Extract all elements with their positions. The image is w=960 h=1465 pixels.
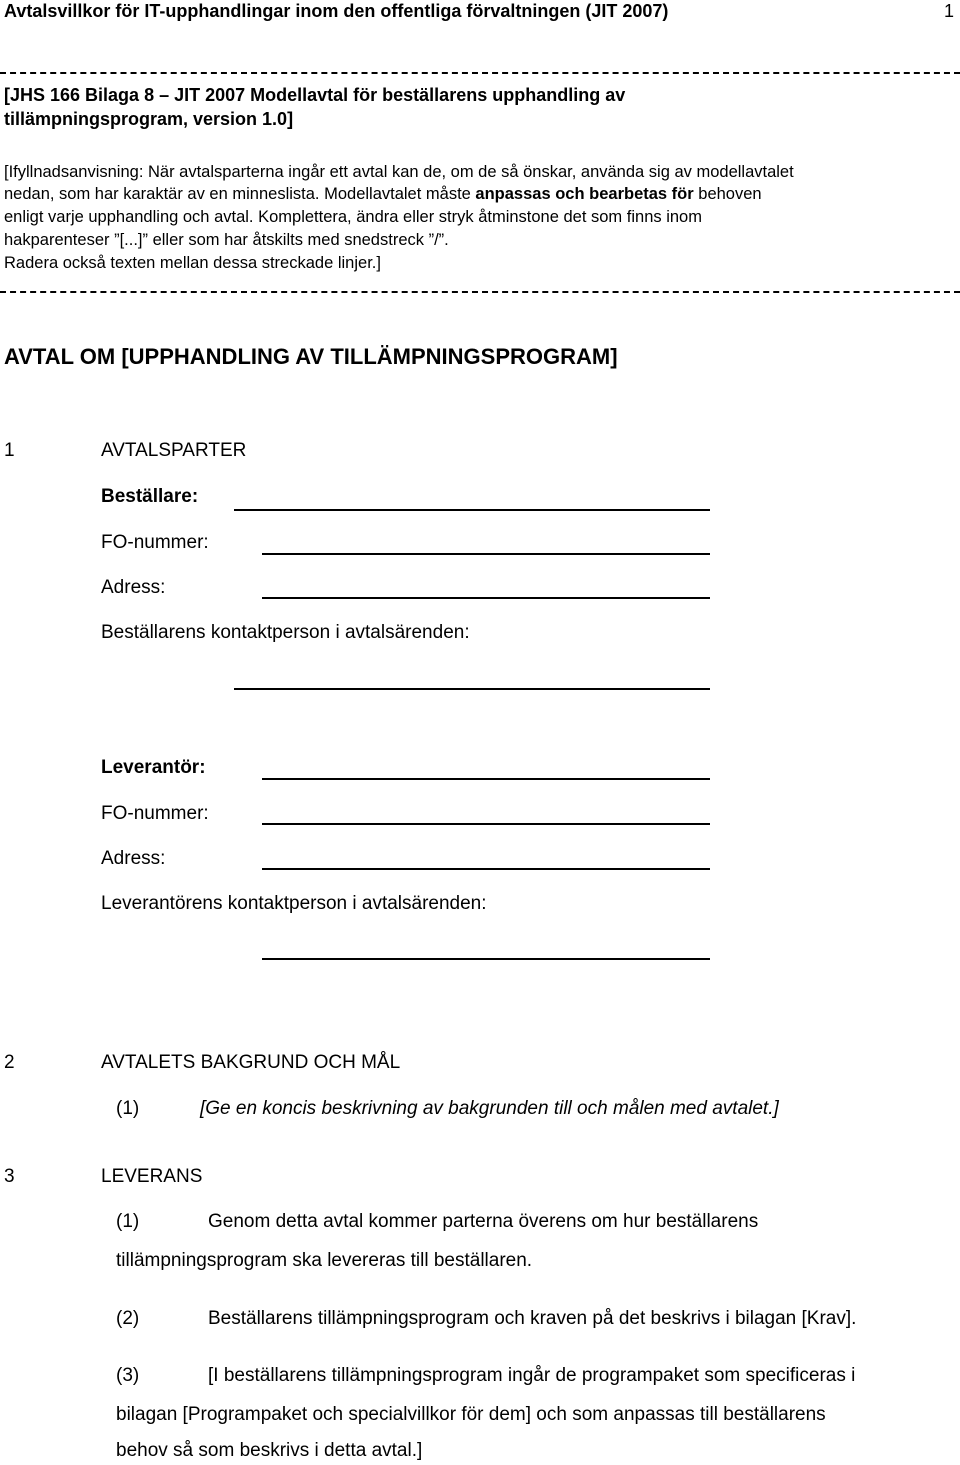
buyer-contact-field-line	[234, 688, 710, 690]
section3-paragraph2-text: Beställarens tillämpningsprogram och kraven på det beskrivs i bilagan [Krav].	[208, 1308, 857, 1329]
instruction-line5: hakparenteser ”[...]” eller som har åtskilts med snedstreck ”/”.	[4, 231, 449, 249]
supplier-address-label: Adress:	[101, 848, 166, 869]
section1-title: AVTALSPARTER	[101, 440, 247, 461]
dashed-divider-bottom	[0, 291, 960, 293]
instruction-line4	[4, 206, 702, 228]
buyer-field-line	[234, 509, 710, 511]
instruction-line3-c: behoven	[693, 185, 762, 203]
document-title: AVTAL OM [UPPHANDLING AV TILLÄMPNINGSPROGRAM]	[4, 344, 618, 369]
section3-paragraph1-number: (1)	[116, 1211, 140, 1232]
instruction-emphasis: anpassas och bearbetas för	[475, 185, 694, 203]
section3-paragraph3-line1: [I beställarens tillämpningsprogram ingår de programpaket som specificeras i	[208, 1365, 856, 1386]
buyer-contact-label: Beställarens kontaktperson i avtalsärenden:	[101, 622, 470, 643]
section3-paragraph3-number: (3)	[116, 1365, 140, 1386]
dashed-divider-top	[0, 72, 960, 74]
buyer-fo-field-line	[262, 553, 710, 555]
supplier-fo-field-line	[262, 823, 710, 825]
instruction-line6: Radera också texten mellan dessa streckade linjer.]	[4, 254, 381, 272]
instruction-line2-text: nedan, som har karaktär av en minneslista.	[4, 185, 320, 203]
section2-paragraph1-text: [Ge en koncis beskrivning av bakgrunden till och målen med avtalet.]	[200, 1098, 779, 1119]
section3-paragraph2-number: (2)	[116, 1308, 140, 1329]
section2-paragraph1-number: (1)	[116, 1098, 140, 1119]
buyer-address-field-line	[262, 597, 710, 599]
instruction-line4-b: Komplettera, ändra eller stryk åtminstone det som finns inom	[253, 208, 702, 226]
supplier-contact-field-line	[262, 958, 710, 960]
supplier-fo-label: FO-nummer:	[101, 803, 209, 824]
instruction-line3-a: Modellavtalet måste	[324, 185, 476, 203]
section3-number: 3	[4, 1166, 15, 1187]
section2-number: 2	[4, 1052, 15, 1073]
buyer-address-label: Adress:	[101, 577, 166, 598]
document-header-title: Avtalsvillkor för IT-upphandlingar inom den offentliga förvaltningen (JIT 2007)	[4, 1, 669, 21]
jhs-reference-line1: [JHS 166 Bilaga 8 – JIT 2007 Modellavtal för beställarens upphandling av	[4, 85, 626, 105]
jhs-reference-line2: tillämpningsprogram, version 1.0]	[4, 109, 294, 129]
supplier-address-field-line	[262, 868, 710, 870]
supplier-label: Leverantör:	[101, 757, 206, 778]
section2-title: AVTALETS BAKGRUND OCH MÅL	[101, 1052, 401, 1073]
section3-paragraph1-line2: tillämpningsprogram ska levereras till beställaren.	[116, 1250, 533, 1271]
supplier-field-line	[262, 778, 710, 780]
instruction-line4-a: enligt varje upphandling och avtal.	[4, 208, 254, 226]
section3-title: LEVERANS	[101, 1166, 203, 1187]
instruction-line1: [Ifyllnadsanvisning: När avtalsparterna ingår ett avtal kan de, om de så önskar, använda sig av modellavtalet	[4, 163, 794, 181]
buyer-label: Beställare:	[101, 486, 199, 507]
section3-paragraph3-line3: behov så som beskrivs i detta avtal.]	[116, 1440, 423, 1461]
supplier-contact-label: Leverantörens kontaktperson i avtalsärenden:	[101, 893, 487, 914]
section1-number: 1	[4, 440, 15, 461]
buyer-fo-label: FO-nummer:	[101, 532, 209, 553]
instruction-line2	[4, 183, 762, 205]
section3-paragraph3-line2: bilagan [Programpaket och specialvillkor för dem] och som anpassas till beställarens	[116, 1404, 826, 1425]
page-number: 1	[943, 1, 954, 21]
section3-paragraph1-line1: Genom detta avtal kommer parterna överens om hur beställarens	[208, 1211, 759, 1232]
